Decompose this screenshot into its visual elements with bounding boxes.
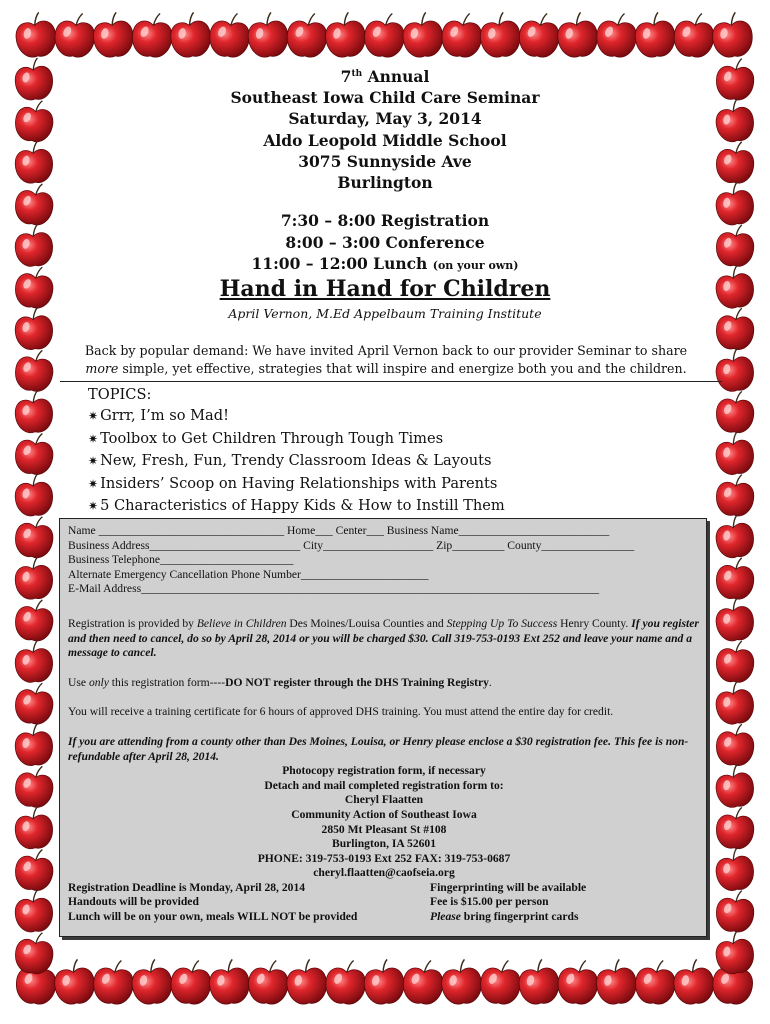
mail-line: Cheryl Flaatten [344, 793, 424, 807]
apple-icon [363, 11, 407, 59]
apple-icon [13, 763, 56, 809]
apple-icon [517, 11, 561, 59]
schedule-conference: 8:00 – 3:00 Conference [285, 232, 485, 252]
apple-icon [710, 11, 754, 59]
apple-icon [13, 513, 56, 559]
cancel-policy: If you register and then need to cancel, do so by April 28, 2014 or you will be charged $30. Call 319-753-0193 Ext 252 and leave your name and a message to cancel. [68, 616, 699, 660]
topic-text: New, Fresh, Fun, Trendy Classroom Ideas & Layouts [100, 452, 492, 470]
apple-icon [594, 958, 638, 1006]
topic-text: Grrr, I’m so Mad! [100, 407, 229, 425]
apple-icon [401, 11, 445, 59]
registration-deadline: Registration Deadline is Monday, April 28, 2014 [68, 880, 306, 894]
registration-info [68, 617, 700, 661]
apple-icon [715, 556, 755, 600]
apple-icon [479, 958, 523, 1006]
mail-line: cheryl.flaatten@caofseia.org [313, 866, 455, 880]
apple-icon [633, 11, 677, 59]
topic-item [88, 495, 688, 517]
apple-icon [14, 639, 54, 683]
fingerprint-cards-note [430, 910, 690, 925]
apple-icon [713, 264, 756, 310]
event-name: Southeast Iowa Child Care Seminar [230, 88, 540, 108]
presenter: April Vernon, M.Ed Appelbaum Training Institute [228, 306, 542, 321]
apple-icon [478, 11, 522, 59]
star-icon: ✷ [88, 409, 99, 424]
apple-icon [53, 11, 97, 59]
apple-icon [556, 958, 600, 1006]
event-header [80, 66, 690, 193]
apple-icon [14, 723, 54, 767]
handouts-note: Handouts will be provided [68, 895, 199, 909]
apple-icon [715, 639, 755, 683]
form-emergency-phone-line[interactable]: Alternate Emergency Cancellation Phone Number______________________ [68, 567, 429, 581]
apple-icon [130, 958, 174, 1006]
mail-line: Detach and mail completed registration form to: [264, 778, 504, 792]
apple-icon [13, 597, 56, 643]
apple-icon [14, 889, 54, 933]
apple-icon [92, 958, 136, 1006]
reg-text-a: Registration is provided by [68, 616, 197, 630]
apple-icon [14, 307, 54, 351]
edition-number: 7 [340, 67, 352, 86]
apple-icon [207, 958, 251, 1006]
apple-icon [715, 473, 755, 517]
apple-icon [715, 140, 755, 184]
use-text-d: DO NOT register through the DHS Training Registry [225, 675, 489, 689]
schedule [80, 210, 690, 277]
apple-icon [715, 723, 755, 767]
event-venue: Aldo Leopold Middle School [263, 130, 507, 150]
reg-text-e: Henry County. [557, 616, 632, 630]
reg-text-d: Stepping Up To Success [446, 616, 558, 630]
topic-item [88, 428, 688, 450]
mail-line: PHONE: 319-753-0193 Ext 252 FAX: 319-753-0687 [257, 851, 511, 865]
topic-text: Insiders’ Scoop on Having Relationships with Parents [100, 474, 498, 492]
apple-icon [715, 390, 755, 434]
apple-icon [715, 223, 755, 267]
apple-icon [713, 929, 756, 975]
please-word: Please [430, 910, 461, 924]
apple-icon [168, 11, 212, 59]
apple-icon [672, 958, 716, 1006]
lunch-note: Lunch will be on your own, meals WILL NOT be provided [68, 910, 358, 924]
apple-icon [13, 430, 56, 476]
divider [60, 381, 722, 382]
apple-icon [285, 958, 329, 1006]
apple-icon [13, 347, 56, 393]
topic-text: 5 Characteristics of Happy Kids & How to Instill Them [100, 497, 505, 515]
apple-icon [169, 958, 213, 1006]
apple-icon [713, 846, 756, 892]
apple-icon [14, 806, 54, 850]
apple-icon [555, 11, 599, 59]
topic-item [88, 405, 688, 427]
apple-icon [634, 958, 678, 1006]
form-name-line[interactable]: Name ________________________________ Home___ Center___ Business Name__________________________ [68, 524, 610, 537]
star-icon: ✷ [88, 431, 99, 446]
bring-cards-text: bring fingerprint cards [460, 910, 579, 924]
star-icon: ✷ [88, 454, 99, 469]
apple-icon [52, 958, 96, 1006]
apple-icon [14, 390, 54, 434]
topic-text: Toolbox to Get Children Through Tough Times [100, 429, 444, 447]
intro-line2: simple, yet effective, strategies that will inspire and energize both you and the children. [118, 361, 687, 376]
apple-icon [14, 140, 54, 184]
apple-icon [13, 680, 56, 726]
bottom-info-right [430, 881, 690, 925]
schedule-lunch-note: (on your own) [432, 259, 519, 272]
mail-line: Photocopy registration form, if necessary [282, 764, 486, 778]
reg-text-b: Believe in Children [196, 616, 287, 630]
apple-icon [713, 513, 756, 559]
mail-line: Burlington, IA 52601 [331, 837, 437, 851]
reg-text-c: Des Moines/Louisa Counties and [286, 616, 447, 630]
apple-icon [14, 223, 54, 267]
apple-icon [246, 11, 290, 59]
apple-icon [595, 11, 639, 59]
apple-icon [14, 11, 58, 59]
apple-icon [324, 958, 368, 1006]
apple-icon [440, 11, 484, 59]
use-text-c: this registration form---- [108, 675, 226, 689]
apple-icon [14, 473, 54, 517]
apple-icon [713, 347, 756, 393]
topic-item [88, 473, 688, 495]
fee-notice: If you are attending from a county other than Des Moines, Louisa, or Henry please enclose a $30 registration fee. This fee is non-refundable after April 28, 2014. [68, 734, 689, 763]
topics-list [88, 384, 688, 517]
topics-heading: TOPICS: [88, 386, 152, 403]
mail-line: Community Action of Southeast Iowa [291, 807, 477, 821]
edition-suffix: th [351, 68, 363, 79]
topic-item [88, 450, 688, 472]
edition-line [80, 66, 690, 87]
apple-icon [713, 181, 756, 227]
apple-icon [13, 264, 56, 310]
star-icon: ✷ [88, 499, 99, 514]
registration-form [68, 524, 700, 925]
form-business-telephone-line[interactable]: Business Telephone_______________________ [68, 553, 294, 567]
apple-icon [14, 57, 54, 101]
bottom-info-left [68, 881, 430, 925]
apple-icon [323, 11, 367, 59]
apple-icon [713, 763, 756, 809]
apple-icon [715, 889, 755, 933]
use-text-b: only [88, 675, 109, 689]
star-icon: ✷ [88, 476, 99, 491]
apple-icon [713, 97, 756, 143]
fingerprint-fee: Fee is $15.00 per person [430, 895, 549, 909]
apple-icon [14, 556, 54, 600]
certificate-notice: You will receive a training certificate for 6 hours of approved DHS training. You must attend the entire day for credit. [68, 705, 614, 719]
apple-icon [362, 958, 406, 1006]
form-email-line[interactable]: E-Mail Address_______________________________________________________________________________ [68, 582, 600, 596]
apple-icon [13, 846, 56, 892]
intro-line1: Back by popular demand: We have invited April Vernon back to our provider Seminar to share [84, 343, 688, 358]
apple-icon [13, 97, 56, 143]
event-city: Burlington [337, 173, 433, 193]
use-text-a: Use [68, 675, 89, 689]
mail-line: 2850 Mt Pleasant St #108 [321, 822, 447, 836]
fingerprinting-note: Fingerprinting will be available [430, 880, 587, 894]
apple-icon [439, 958, 483, 1006]
apple-icon [715, 307, 755, 351]
apple-icon [130, 11, 174, 59]
apple-icon [247, 958, 291, 1006]
apple-icon [13, 929, 56, 975]
form-business-address-line[interactable]: Business Address__________________________ City___________________ Zip_________ County________________ [68, 538, 635, 552]
apple-icon [713, 597, 756, 643]
apple-icon [285, 11, 329, 59]
apple-icon [715, 57, 755, 101]
apple-icon [713, 680, 756, 726]
seminar-title: Hand in Hand for Children [219, 276, 551, 302]
apple-icon [715, 806, 755, 850]
schedule-lunch [80, 253, 690, 277]
use-only-notice [68, 676, 700, 691]
event-address: 3075 Sunnyside Ave [298, 151, 472, 171]
apple-icon [672, 11, 716, 59]
apple-icon [13, 181, 56, 227]
schedule-lunch-time: 11:00 – 12:00 Lunch [251, 254, 428, 273]
edition-word: Annual [367, 67, 430, 86]
schedule-registration: 7:30 – 8:00 Registration [280, 211, 490, 230]
apple-icon [517, 958, 561, 1006]
apple-icon [401, 958, 445, 1006]
event-date: Saturday, May 3, 2014 [288, 109, 482, 129]
apple-icon [713, 430, 756, 476]
apple-icon [91, 11, 135, 59]
apple-icon [208, 11, 252, 59]
use-text-e: . [488, 675, 492, 689]
bottom-info [68, 881, 700, 925]
intro-more: more [85, 361, 119, 376]
intro-paragraph [76, 342, 696, 378]
